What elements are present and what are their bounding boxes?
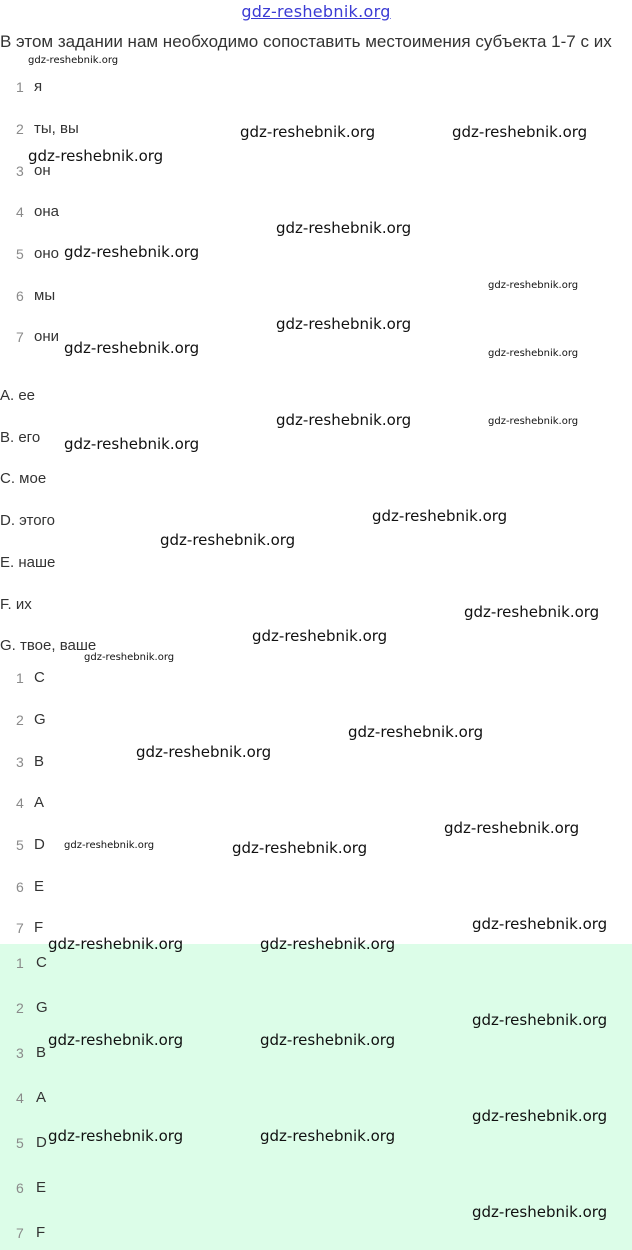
item-number: 5 [16,837,24,853]
item-letter: E [36,1179,47,1196]
watermark: gdz-reshebnik.org [48,1031,184,1049]
watermark: gdz-reshebnik.org [260,1031,396,1049]
item-letter: F [36,1224,46,1241]
option-item: A. ее [0,387,36,404]
watermark: gdz-reshebnik.org [252,627,388,645]
item-number: 6 [16,1180,24,1196]
watermark: gdz-reshebnik.org [488,348,579,359]
task-intro: В этом задании нам необходимо сопоставить местоимения субъекта 1-7 с их [0,32,612,51]
item-text: ты, вы [34,120,79,137]
option-item: F. их [0,596,32,613]
item-number: 6 [16,288,24,304]
item-number: 4 [16,204,24,220]
watermark: gdz-reshebnik.org [260,1127,396,1145]
watermark: gdz-reshebnik.org [452,123,588,141]
item-letter: C [34,669,45,686]
watermark: gdz-reshebnik.org [260,935,396,953]
item-number: 1 [16,670,24,686]
watermark: gdz-reshebnik.org [276,411,412,429]
watermark: gdz-reshebnik.org [444,819,580,837]
watermark: gdz-reshebnik.org [232,839,368,857]
item-number: 1 [16,79,24,95]
watermark: gdz-reshebnik.org [464,603,600,621]
item-letter: B [34,753,45,770]
item-number: 2 [16,1000,24,1016]
item-number: 3 [16,754,24,770]
watermark: gdz-reshebnik.org [472,915,608,933]
item-text: я [34,78,43,95]
watermark: gdz-reshebnik.org [160,531,296,549]
watermark: gdz-reshebnik.org [472,1203,608,1221]
answer-box [0,944,632,1250]
item-letter: E [34,878,45,895]
item-text: она [34,203,59,220]
item-text: оно [34,245,59,262]
watermark: gdz-reshebnik.org [64,435,200,453]
item-letter: D [34,836,45,853]
watermark: gdz-reshebnik.org [276,219,412,237]
watermark: gdz-reshebnik.org [488,416,579,427]
item-number: 7 [16,1225,24,1241]
item-number: 5 [16,1135,24,1151]
item-number: 3 [16,1045,24,1061]
item-number: 4 [16,1090,24,1106]
item-number: 4 [16,795,24,811]
watermark: gdz-reshebnik.org [28,147,164,165]
item-number: 7 [16,920,24,936]
watermark: gdz-reshebnik.org [472,1011,608,1029]
item-number: 7 [16,329,24,345]
option-item: B. его [0,429,41,446]
option-item: G. твое, ваше [0,637,97,654]
watermark: gdz-reshebnik.org [48,935,184,953]
watermark: gdz-reshebnik.org [136,743,272,761]
watermark: gdz-reshebnik.org [488,280,579,291]
option-item: D. этого [0,512,56,529]
item-letter: C [36,954,47,971]
watermark: gdz-reshebnik.org [48,1127,184,1145]
item-text: он [34,162,51,179]
watermark: gdz-reshebnik.org [276,315,412,333]
watermark: gdz-reshebnik.org [84,652,175,663]
item-number: 2 [16,121,24,137]
watermark: gdz-reshebnik.org [64,339,200,357]
site-header-link[interactable]: gdz-reshebnik.org [241,2,391,21]
watermark: gdz-reshebnik.org [28,55,119,66]
item-number: 5 [16,246,24,262]
watermark: gdz-reshebnik.org [240,123,376,141]
option-item: C. мое [0,470,47,487]
item-text: мы [34,287,56,304]
item-letter: G [36,999,48,1016]
item-letter: F [34,919,44,936]
watermark: gdz-reshebnik.org [348,723,484,741]
item-number: 3 [16,163,24,179]
option-item: E. наше [0,554,56,571]
item-number: 1 [16,955,24,971]
item-letter: D [36,1134,47,1151]
item-letter: G [34,711,46,728]
watermark: gdz-reshebnik.org [64,840,155,851]
watermark: gdz-reshebnik.org [64,243,200,261]
item-number: 6 [16,879,24,895]
item-letter: A [36,1089,47,1106]
item-letter: B [36,1044,47,1061]
item-text: они [34,328,60,345]
item-number: 2 [16,712,24,728]
watermark: gdz-reshebnik.org [372,507,508,525]
watermark: gdz-reshebnik.org [472,1107,608,1125]
item-letter: A [34,794,45,811]
